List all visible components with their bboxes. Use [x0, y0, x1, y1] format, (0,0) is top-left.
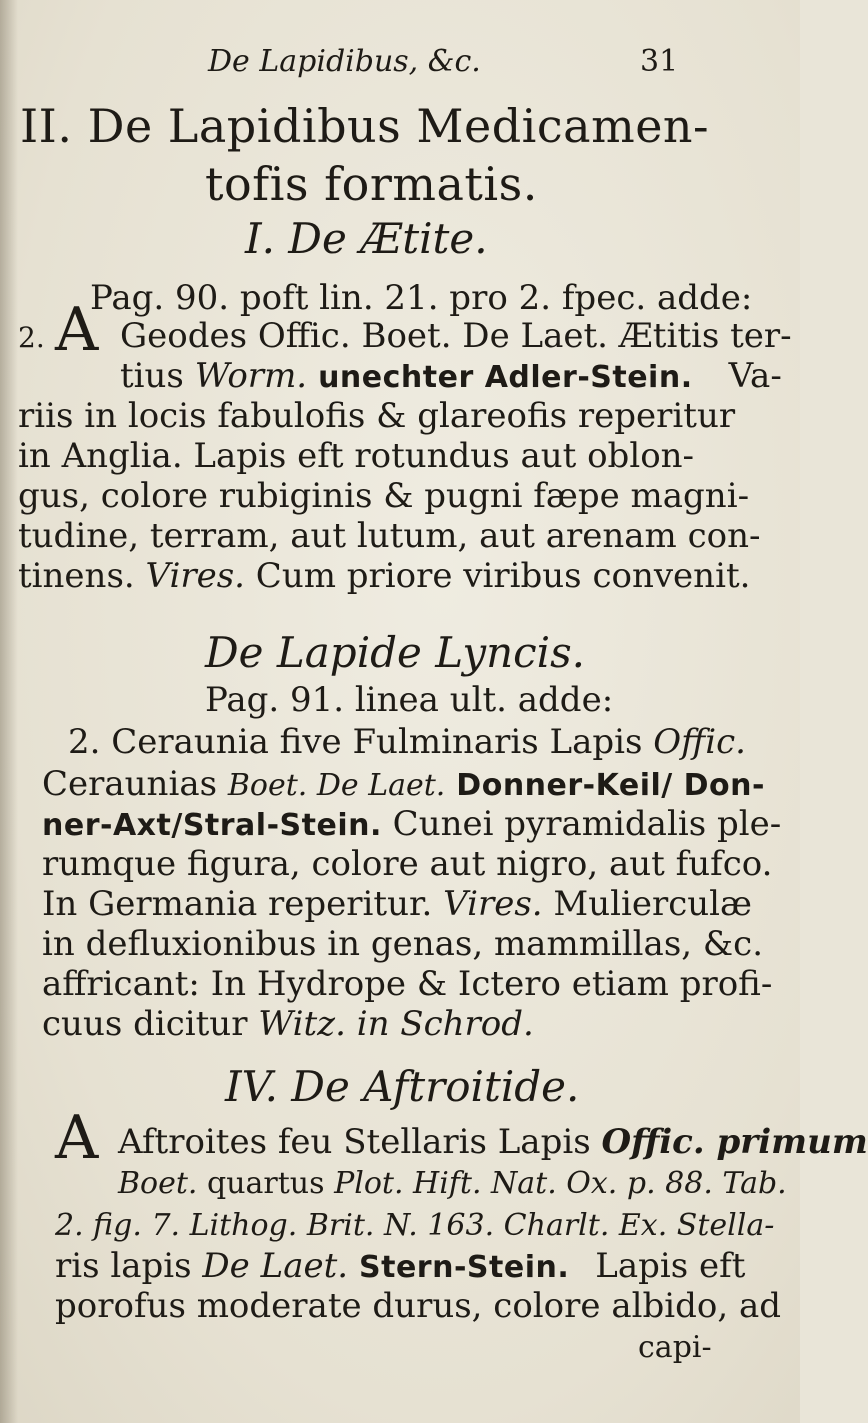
aetite-line-3: riis in locis fabulofis & glareofis reperitur: [18, 396, 736, 436]
lyncis-reference: Pag. 91. linea ult. adde:: [205, 680, 614, 720]
lyncis-line-5: In Germania reperitur. Vires. Mulierculæ: [42, 884, 753, 924]
aetite-dropcap: A: [55, 295, 99, 365]
aetite-line-5: gus, colore rubiginis & pugni fæpe magni-: [18, 476, 750, 516]
astroitide-line-3: 2. fig. 7. Lithog. Brit. N. 163. Charlt. Ex. Stella-: [55, 1208, 775, 1243]
aetite-heading: I. De Ætite.: [245, 214, 488, 263]
lyncis-line-6: in defluxionibus in genas, mammillas, &c.: [42, 924, 764, 964]
astroitide-dropcap: A: [55, 1103, 99, 1173]
aetite-reference: Pag. 90. poft lin. 21. pro 2. fpec. adde:: [90, 278, 753, 318]
aetite-line-7: tinens. Vires. Cum priore viribus convenit.: [18, 556, 751, 596]
lyncis-heading: De Lapide Lyncis.: [205, 628, 586, 677]
lyncis-line-1: 2. Ceraunia five Fulminaris Lapis Offic.: [68, 722, 746, 762]
astroitide-line-4: ris lapis De Laet. Stern-Stein. Lapis eft: [55, 1246, 746, 1286]
lyncis-line-7: affricant: In Hydrope & Ictero etiam profi-: [42, 964, 773, 1004]
astroitide-line-1: Aftroites feu Stellaris Lapis Offic. primum: [118, 1122, 868, 1162]
aetite-line-6: tudine, terram, aut lutum, aut arenam con-: [18, 516, 761, 556]
aetite-line-2: tius Worm. unechter Adler-Stein. Va-: [120, 356, 782, 396]
astroitide-line-2: Boet. quartus Plot. Hift. Nat. Ox. p. 88. Tab.: [118, 1166, 787, 1201]
lyncis-line-2: Ceraunias Boet. De Laet. Donner-Keil/ Don-: [42, 764, 765, 804]
section-title-line1: II. De Lapidibus Medicamen-: [20, 99, 710, 153]
page-number: 31: [640, 44, 679, 79]
aetite-line-1: Geodes Offic. Boet. De Laet. Ætitis ter-: [120, 316, 792, 356]
lyncis-line-3: ner-Axt/Stral-Stein. Cunei pyramidalis ple-: [42, 804, 782, 844]
aetite-line-4: in Anglia. Lapis eft rotundus aut oblon-: [18, 436, 695, 476]
aetite-item-number: 2.: [18, 321, 45, 354]
astroitide-line-5: porofus moderate durus, colore albido, ad: [55, 1286, 781, 1326]
astroitide-heading: IV. De Aftroitide.: [225, 1062, 580, 1111]
lyncis-line-4: rumque figura, colore aut nigro, aut fufco.: [42, 844, 773, 884]
binding-shadow: [0, 0, 18, 1423]
section-title-line2: tofis formatis.: [205, 157, 538, 211]
catchword: capi-: [638, 1330, 712, 1365]
lyncis-line-8: cuus dicitur Witz. in Schrod.: [42, 1004, 534, 1044]
running-title: De Lapidibus, &c.: [208, 44, 481, 79]
